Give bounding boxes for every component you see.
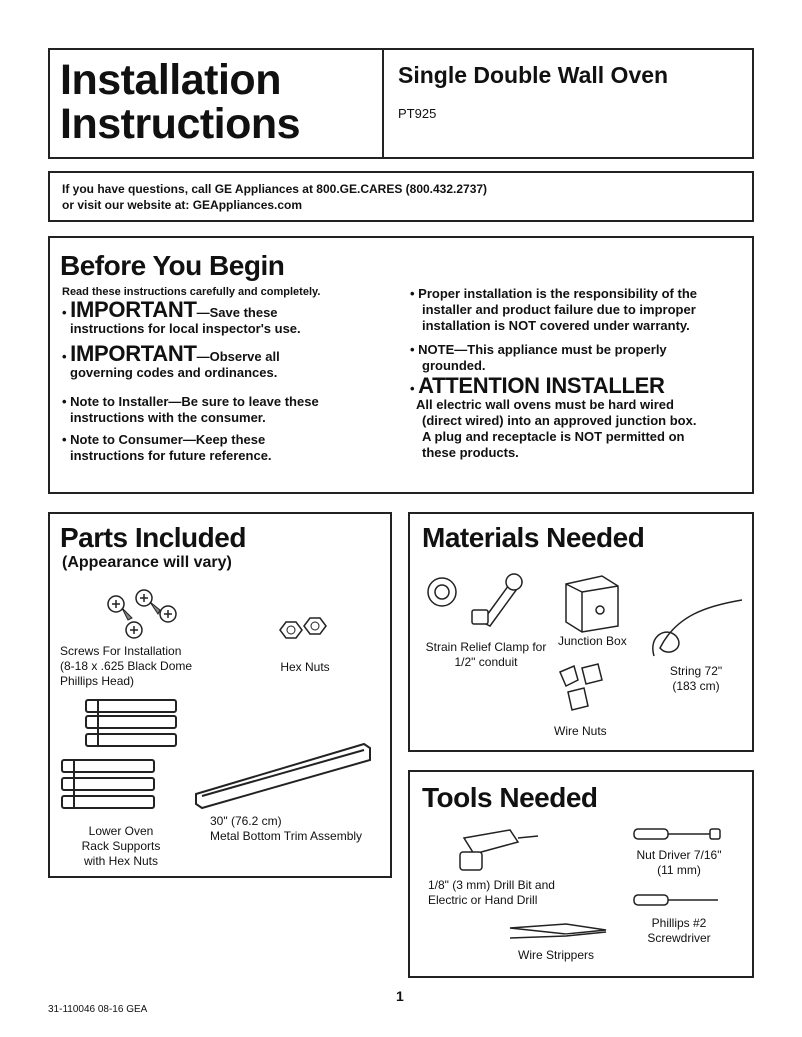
strain-relief-clamp-illustration — [422, 568, 532, 632]
bullet-important-2: • IMPORTANT—Observe all governing codes and ordinances. — [62, 341, 280, 380]
bullet-proper-installation: • Proper installation is the responsibility of the installer and product failure due to improper installation is NOT covered under warranty. — [410, 286, 697, 333]
section-title: Tools Needed — [422, 782, 598, 813]
junction-box-illustration — [562, 572, 622, 634]
document-code: 31-110046 08-16 GEA — [48, 1004, 148, 1015]
hex-nuts-illustration — [276, 614, 332, 648]
screws-caption: Screws For Installation (8-18 x .625 Black Dome Phillips Head) — [60, 644, 193, 688]
section-title: Before You Begin — [60, 250, 285, 281]
section-title: Parts Included — [60, 522, 246, 553]
main-title: Installation Instructions — [60, 56, 301, 148]
wire-strippers-illustration — [506, 918, 610, 946]
bullet-grounding-note: • NOTE—This appliance must be properly grounded. — [410, 342, 667, 373]
parts-included-section — [48, 512, 392, 878]
nut-driver-illustration — [632, 826, 724, 842]
tools-needed-section — [408, 770, 754, 978]
wire-strippers-caption: Wire Strippers — [518, 948, 595, 962]
string-caption: String 72" (183 cm) — [669, 664, 723, 693]
drill-illustration — [454, 824, 540, 872]
bullet-note-installer: • Note to Installer—Be sure to leave these instructions with the consumer. — [62, 394, 319, 425]
string-illustration — [646, 596, 746, 666]
header-divider — [382, 50, 384, 157]
section-subtitle: Read these instructions carefully and completely. — [62, 286, 321, 298]
model-number: PT925 — [398, 106, 437, 121]
page-number: 1 — [396, 988, 404, 1004]
phillips-screwdriver-illustration — [632, 892, 724, 908]
rack-supports-illustration — [58, 696, 178, 826]
materials-needed-section — [408, 512, 754, 752]
wire-nuts-caption: Wire Nuts — [554, 724, 607, 738]
contact-line-2: or visit our website at: GEAppliances.com — [62, 198, 303, 212]
junction-box-caption: Junction Box — [558, 634, 627, 648]
contact-box — [48, 171, 754, 222]
bottom-trim-illustration — [194, 738, 374, 810]
strain-relief-caption: Strain Relief Clamp for 1/2" conduit — [425, 640, 547, 669]
product-title: Single Double Wall Oven — [398, 62, 669, 88]
wire-nuts-illustration — [552, 662, 612, 716]
screws-illustration — [102, 584, 182, 644]
phillips-caption: Phillips #2 Screwdriver — [647, 916, 711, 945]
header-box — [48, 48, 754, 159]
drill-caption: 1/8" (3 mm) Drill Bit and Electric or Hand Drill — [428, 878, 555, 907]
bullet-note-consumer: • Note to Consumer—Keep these instructions for future reference. — [62, 432, 272, 463]
hex-nuts-caption: Hex Nuts — [280, 660, 330, 674]
nut-driver-caption: Nut Driver 7/16" (11 mm) — [636, 848, 722, 877]
section-subtitle: (Appearance will vary) — [62, 554, 232, 571]
bullet-important-1: • IMPORTANT—Save these instructions for local inspector's use. — [62, 297, 301, 336]
bottom-trim-caption: 30" (76.2 cm) Metal Bottom Trim Assembly — [210, 814, 363, 843]
contact-line-1: If you have questions, call GE Appliances at 800.GE.CARES (800.432.2737) — [62, 182, 488, 196]
before-you-begin-section — [48, 236, 754, 494]
section-title: Materials Needed — [422, 522, 645, 553]
rack-supports-caption: Lower Oven Rack Supports with Hex Nuts — [81, 824, 161, 868]
attention-installer: • ATTENTION INSTALLER All electric wall ovens must be hard wired (direct wired) into an approved junction box. A plug and receptacle is NOT permitted on these products. — [410, 373, 697, 460]
